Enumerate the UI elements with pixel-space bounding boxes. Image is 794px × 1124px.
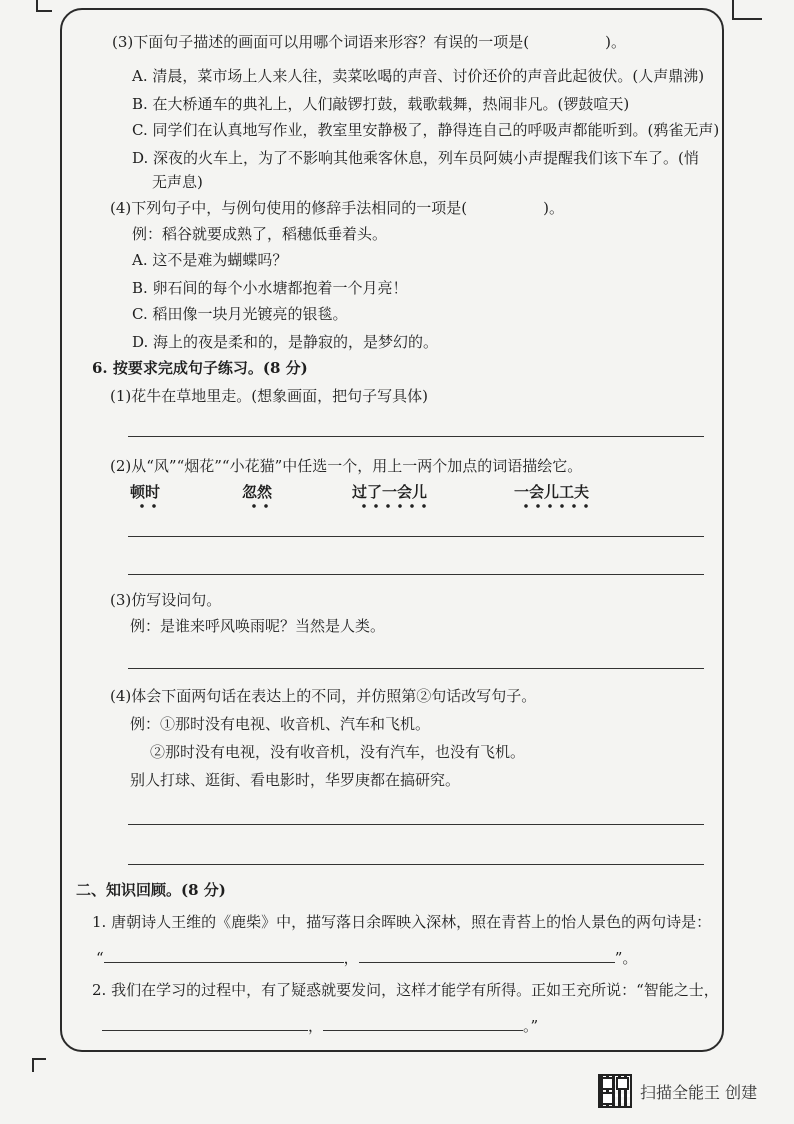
corner-mark-top-right [732, 0, 762, 20]
answer-line-q6-p2-1[interactable] [128, 536, 704, 537]
q6-p1-prompt: (1)花牛在草地里走。(想象画面，把句子写具体) [110, 387, 428, 405]
corner-mark-bottom-left [32, 1058, 46, 1072]
answer-line-q6-p2-2[interactable] [128, 574, 704, 575]
qr-code-icon [598, 1074, 632, 1108]
q6-p3-prompt: (3)仿写设问句。 [110, 591, 222, 609]
q5-p4-option-c: C. 稻田像一块月光镀亮的银毯。 [132, 305, 348, 323]
word-yihuiergongfu: 一会儿工夫 [514, 483, 590, 501]
q6-p3-example: 例：是谁来呼风唤雨呢？当然是人类。 [130, 617, 386, 635]
answer-blank-q1-2[interactable] [359, 948, 615, 963]
word-dunshi: 顿时 [130, 483, 161, 501]
q5-p4-stem: (4)下列句子中，与例句使用的修辞手法相同的一项是( )。 [110, 199, 564, 217]
q5-p4-example: 例：稻谷就要成熟了，稻穗低垂着头。 [132, 225, 388, 243]
q5-p3-option-a: A. 清晨，菜市场上人来人往，卖菜吆喝的声音、讨价还价的声音此起彼伏。(人声鼎沸) [132, 67, 705, 85]
answer-blank-q2-1[interactable] [102, 1016, 308, 1031]
section2-q1: 1. 唐朝诗人王维的《鹿柴》中，描写落日余晖映入深林，照在青苔上的怡人景色的两句诗是： [92, 913, 712, 931]
section2-q2: 2. 我们在学习的过程中，有了疑惑就要发问，这样才能学有所得。正如王充所说：“智能之士， [92, 981, 719, 999]
q5-p3-option-d-line2: 无声息) [152, 173, 203, 191]
corner-mark-top-left [36, 0, 52, 12]
section2-q2-answer-row: ， 。” [102, 1016, 538, 1036]
emphasis-dots [136, 503, 158, 509]
section2-title: 二、知识回顾。(8 分) [76, 881, 226, 899]
q6-p4-task: 别人打球、逛街、看电影时，华罗庚都在搞研究。 [130, 771, 461, 789]
q6-p2-prompt: (2)从“风”“烟花”“小花猫”中任选一个，用上一两个加点的词语描绘它。 [110, 457, 583, 475]
answer-line-q6-p4-2[interactable] [128, 864, 704, 865]
answer-blank-q1-1[interactable] [104, 948, 344, 963]
q6-title: 6. 按要求完成句子练习。(8 分) [92, 359, 308, 377]
scanner-watermark [598, 1074, 757, 1108]
emphasis-dots [358, 503, 428, 509]
answer-line-q6-p3[interactable] [128, 668, 704, 669]
word-huran: 忽然 [242, 483, 273, 501]
q5-p3-option-b: B. 在大桥通车的典礼上，人们敲锣打鼓，载歌载舞，热闹非凡。(锣鼓喧天) [132, 95, 630, 113]
q5-p4-option-b: B. 卵石间的每个小水塘都抱着一个月亮！ [132, 279, 408, 297]
q5-p4-option-d: D. 海上的夜是柔和的，是静寂的，是梦幻的。 [132, 333, 439, 351]
q5-p3-stem: (3)下面句子描述的画面可以用哪个词语来形容？有误的一项是( )。 [112, 33, 626, 51]
q6-p4-example-2: ②那时没有电视，没有收音机，没有汽车，也没有飞机。 [150, 743, 526, 761]
word-guoleyihuier: 过了一会儿 [352, 483, 428, 501]
section2-q1-answer-row: “ ， ”。 [96, 949, 638, 967]
q6-p4-example-1: 例：①那时没有电视、收音机、汽车和飞机。 [130, 715, 431, 733]
q5-p3-option-d-line1: D. 深夜的火车上，为了不影响其他乘客休息，列车员阿姨小声提醒我们该下车了。(悄 [132, 149, 699, 167]
answer-line-q6-p4-1[interactable] [128, 824, 704, 825]
scanner-label: 扫描全能王 创建 [640, 1082, 758, 1102]
q6-p4-prompt: (4)体会下面两句话在表达上的不同，并仿照第②句话改写句子。 [110, 687, 537, 705]
answer-blank-q2-2[interactable] [323, 1016, 523, 1031]
emphasis-dots [248, 503, 270, 509]
emphasis-dots [520, 503, 590, 509]
q5-p3-option-c: C. 同学们在认真地写作业，教室里安静极了，静得连自己的呼吸声都能听到。(鸦雀无声) [132, 121, 720, 139]
q5-p4-option-a: A. 这不是难为蝴蝶吗？ [132, 251, 288, 269]
answer-line-q6-p1[interactable] [128, 436, 704, 437]
